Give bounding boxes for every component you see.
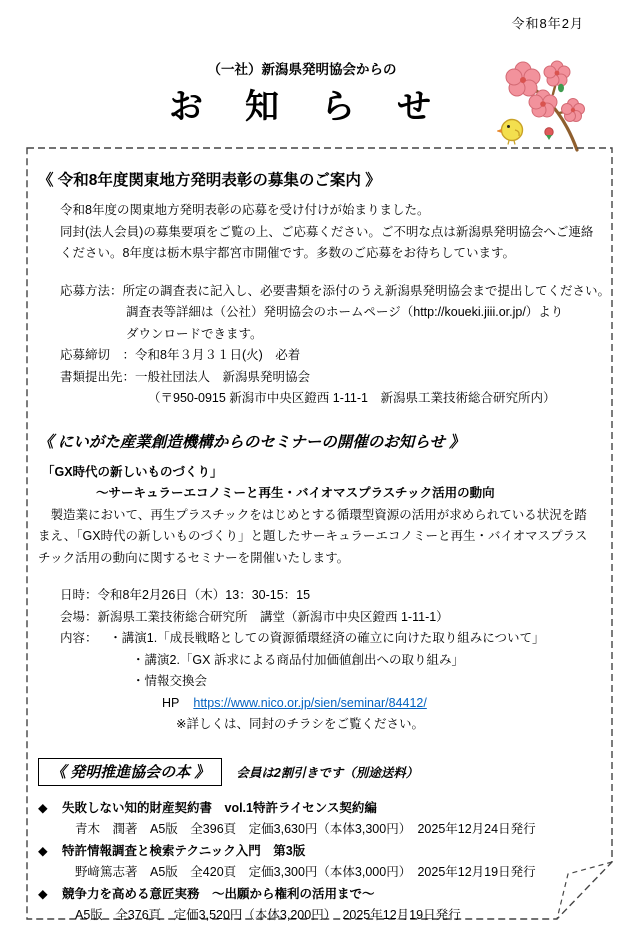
seminar-body-line: チック活用の動向に関するセミナーを開催いたします。: [38, 550, 350, 565]
seminar-body-line: 製造業において、再生プラスチックをはじめとする循環型資源の活用が求められている状況を踏: [38, 507, 587, 522]
book-detail-row: A5版 全376頁 定価3,520円（本体3,200円） 2025年12月19日発行: [75, 908, 461, 922]
diamond-bullet-icon: ◆: [38, 800, 48, 815]
diamond-bullet-icon: ◆: [38, 843, 48, 858]
seminar-url-link[interactable]: https://www.nico.or.jp/sien/seminar/84412/: [193, 695, 427, 710]
kanto-submit-address: （〒950-0915 新潟市中央区鐙西 1-11-1 新潟県工業技術総合研究所内）: [148, 391, 556, 405]
book-title-row: [38, 841, 600, 863]
seminar-body-line: まえ、「GX時代の新しいものづくり」と題したサーキュラーエコノミーと再生・バイオマスプラス: [38, 529, 588, 543]
book-detail-row: 青木 潤著 A5版 全396頁 定価3,630円（本体3,300円） 2025年12月24日発行: [75, 822, 536, 836]
plum-blossom-chick-icon: [497, 60, 593, 154]
kanto-submit-to: 書類提出先：一般社団法人 新潟県発明協会: [60, 369, 311, 384]
books-discount-note: 会員は2割引きです（別途送料）: [236, 765, 419, 780]
section-heading-seminar: 《 にいがた産業創造機構からのセミナーの開催のお知らせ 》: [38, 433, 465, 451]
seminar-agenda-item: ・講演1.「成長戦略としての資源循環経済の確立に向けた取り組みについて」: [109, 631, 545, 645]
seminar-title: 「GX時代の新しいものづくり」: [42, 464, 223, 479]
document-date: 令和8年2月: [511, 16, 584, 31]
book-title-row: [38, 798, 600, 820]
seminar-note: ※詳しくは、同封のチラシをご覧ください。: [176, 717, 424, 731]
book-title: 特許情報調査と検索テクニック入門 第3版: [62, 843, 306, 858]
kanto-intro-line: 令和8年度の関東地方発明表彰の応募を受け付けが始まりました。: [60, 203, 430, 217]
notice-body: [38, 170, 611, 927]
books-heading-row: [38, 758, 600, 786]
kanto-method-line: 応募方法：所定の調査表に記入し、必要書類を添付のうえ新潟県発明協会まで提出してください。: [60, 283, 611, 298]
kanto-deadline: 応募締切 ：令和8年３月３１日(火) 必着: [60, 348, 301, 362]
section-heading-kanto-award: 《 令和8年度関東地方発明表彰の募集のご案内 》: [38, 172, 381, 189]
seminar-hp-line: [38, 693, 600, 715]
seminar-contents-line: [38, 628, 600, 650]
seminar-agenda-item: ・情報交換会: [132, 674, 208, 688]
kanto-intro-line: ください。8年度は栃木県宇都宮市開催です。多数のご応募をお待ちしています。: [60, 246, 515, 260]
hp-label: HP: [162, 695, 180, 710]
seminar-venue: 会場：新潟県工業技術総合研究所 講堂（新潟市中央区鐙西 1-11-1）: [60, 609, 449, 624]
kanto-method-line: ダウンロードできます。: [126, 326, 263, 341]
page-title: お 知 ら せ: [169, 88, 435, 126]
seminar-datetime: 日時：令和8年2月26日（木）13：30-15：15: [60, 588, 311, 602]
book-detail-row: 野﨑篤志著 A5版 全420頁 定価3,300円（本体3,000円） 2025年12月19日発行: [75, 865, 536, 879]
org-subtitle: （一社）新潟県発明協会からの: [207, 62, 397, 77]
kanto-method-line: 調査表等詳細は（公社）発明協会のホームページ（http://koueki.jiii.or.jp/）より: [126, 305, 564, 319]
book-title: 失敗しない知的財産契約書 vol.1特許ライセンス契約編: [62, 800, 377, 815]
book-title: 競争力を高める意匠実務 ～出願から権利の活用まで～: [62, 886, 375, 901]
seminar-contents-label: 内容：: [60, 631, 92, 645]
seminar-subtitle: ～サーキュラーエコノミーと再生・バイオマスプラスチック活用の動向: [96, 486, 495, 500]
kanto-intro-line: 同封(法人会員)の募集要項をご覧の上、ご応募ください。ご不明な点は新潟県発明協会へご連絡: [60, 224, 594, 239]
diamond-bullet-icon: ◆: [38, 886, 48, 901]
seminar-agenda-item: ・講演2.「GX 訴求による商品付加価値創出への取り組み」: [132, 652, 464, 667]
book-title-row: [38, 884, 600, 906]
books-boxed-heading: 《 発明推進協会の本 》: [38, 758, 222, 786]
